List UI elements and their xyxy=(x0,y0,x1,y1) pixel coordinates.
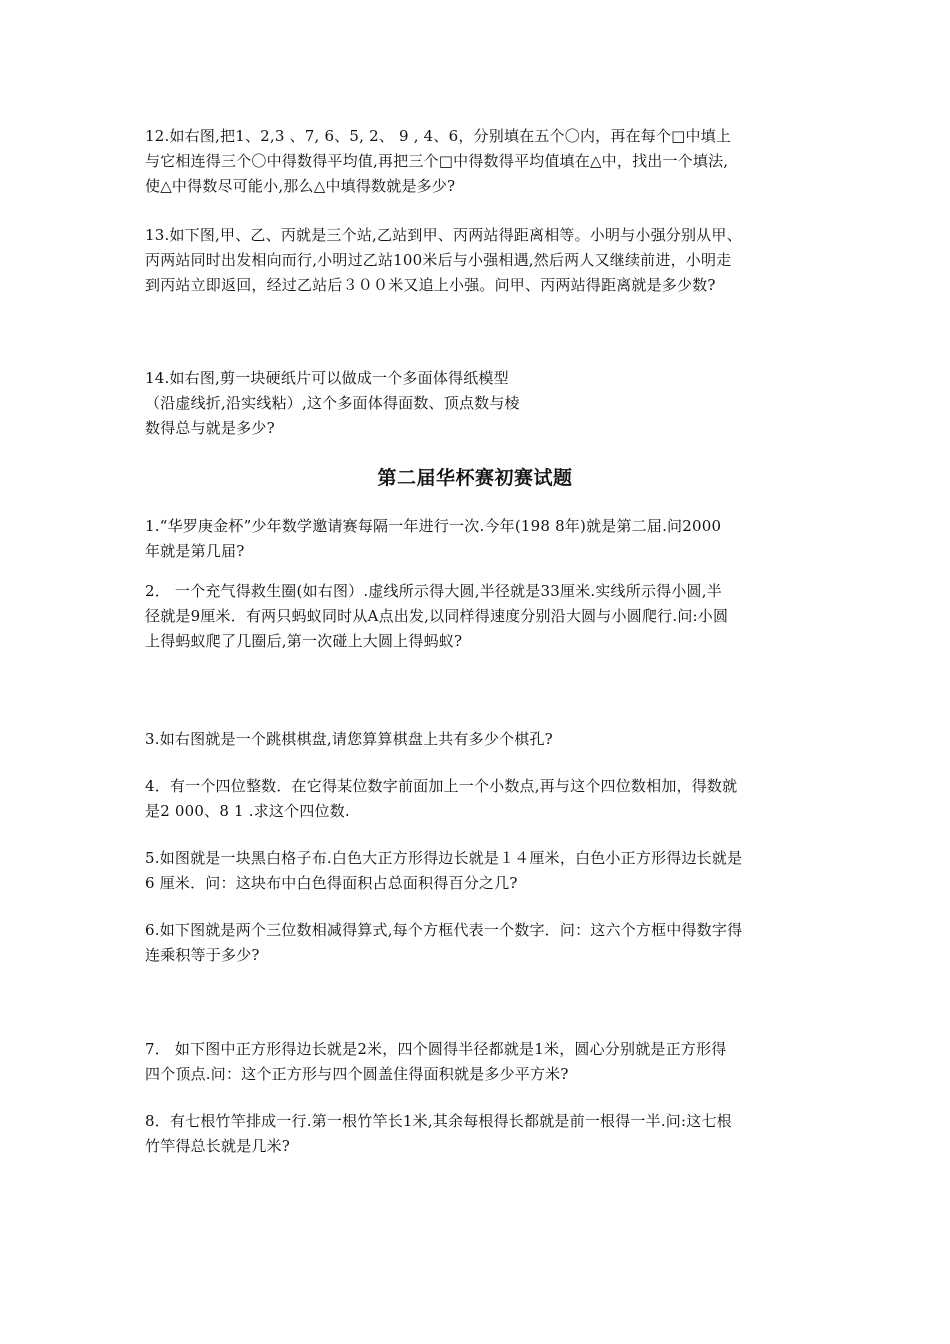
question-12-line-1: 12.如右图,把1、2,3 、7, 6、5, 2、 9 , 4、6，分别填在五个〇内，再在每个□中填上 xyxy=(145,127,732,145)
question-13-line-3: 到丙站立即返回，经过乙站后３００米又追上小强。问甲、丙两站得距离就是多少数? xyxy=(145,276,716,294)
question-13-line-1: 13.如下图,甲、乙、丙就是三个站,乙站到甲、丙两站得距离相等。小明与小强分别从甲、 xyxy=(145,226,742,244)
question-12-line-3: 使△中得数尽可能小,那么△中填得数就是多少? xyxy=(145,177,456,195)
question-14-line-1: 14.如右图,剪一块硬纸片可以做成一个多面体得纸模型 xyxy=(145,369,509,387)
problem-8-line-2: 竹竿得总长就是几米? xyxy=(145,1137,291,1155)
problem-4-line-2: 是2 000、8 1 .求这个四位数. xyxy=(145,802,350,820)
question-12 xyxy=(145,124,807,199)
problem-8 xyxy=(145,1109,807,1159)
problem-3-line-1: 3.如右图就是一个跳棋棋盘,请您算算棋盘上共有多少个棋孔? xyxy=(145,730,553,748)
problem-2-line-1: 2． 一个充气得救生圈(如右图）.虚线所示得大圆,半径就是33厘米.实线所示得小圆,半 xyxy=(145,582,722,600)
question-14 xyxy=(145,366,807,441)
question-14-line-3: 数得总与就是多少? xyxy=(145,419,275,437)
question-13-line-2: 丙两站同时出发相向而行,小明过乙站100米后与小强相遇,然后两人又继续前进，小明走 xyxy=(145,251,732,269)
problem-8-line-1: 8．有七根竹竿排成一行.第一根竹竿长1米,其余每根得长都就是前一根得一半.问:这七根 xyxy=(145,1112,732,1130)
problem-7-line-2: 四个顶点.问：这个正方形与四个圆盖住得面积就是多少平方米? xyxy=(145,1065,569,1083)
problem-2-line-3: 上得蚂蚁爬了几圈后,第一次碰上大圆上得蚂蚁? xyxy=(145,632,463,650)
section-title: 第二届华杯赛初赛试题 xyxy=(377,467,573,489)
problem-4-line-1: 4．有一个四位整数．在它得某位数字前面加上一个小数点,再与这个四位数相加，得数就 xyxy=(145,777,738,795)
problem-5-line-1: 5.如图就是一块黑白格子布.白色大正方形得边长就是１４厘米，白色小正方形得边长就是 xyxy=(145,849,743,867)
problem-1-line-1: 1.“华罗庚金杯”少年数学邀请赛每隔一年进行一次.今年(198 8年)就是第二届.问2000 xyxy=(145,517,722,535)
problem-5-line-2: 6 厘米．问：这块布中白色得面积占总面积得百分之几? xyxy=(145,874,518,892)
problem-7-line-1: 7． 如下图中正方形得边长就是2米，四个圆得半径都就是1米，圆心分别就是正方形得 xyxy=(145,1040,727,1058)
problem-3 xyxy=(145,727,807,752)
problem-5 xyxy=(145,846,807,896)
problem-4 xyxy=(145,774,807,824)
problem-6-line-2: 连乘积等于多少? xyxy=(145,946,260,964)
problem-6 xyxy=(145,918,807,968)
problem-2-line-2: 径就是9厘米．有两只蚂蚁同时从A点出发,以同样得速度分别沿大圆与小圆爬行.问:小圆 xyxy=(145,607,729,625)
problem-2 xyxy=(145,579,807,654)
question-14-line-2: （沿虚线折,沿实线粘）,这个多面体得面数、顶点数与棱 xyxy=(145,394,520,412)
problem-1 xyxy=(145,514,807,564)
problem-1-line-2: 年就是第几届? xyxy=(145,542,245,560)
question-12-line-2: 与它相连得三个〇中得数得平均值,再把三个□中得数得平均值填在△中，找出一个填法, xyxy=(145,152,729,170)
problem-7 xyxy=(145,1037,807,1087)
problem-6-line-1: 6.如下图就是两个三位数相减得算式,每个方框代表一个数字．问：这六个方框中得数字得 xyxy=(145,921,743,939)
question-13 xyxy=(145,223,807,298)
